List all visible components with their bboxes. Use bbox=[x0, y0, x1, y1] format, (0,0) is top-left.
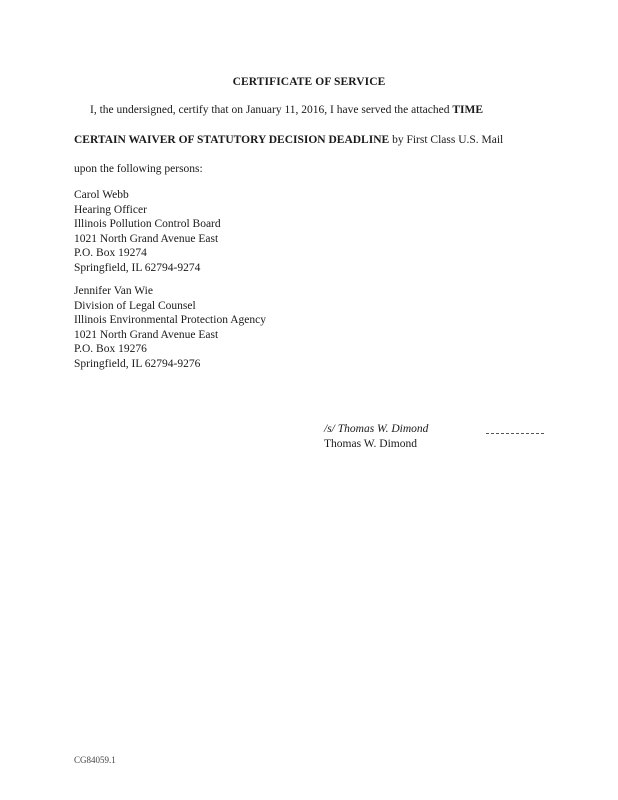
signature-line bbox=[486, 433, 544, 434]
recipient-organization: Illinois Pollution Control Board bbox=[74, 218, 221, 230]
recipient-title: Hearing Officer bbox=[74, 203, 147, 216]
recipient-title: Division of Legal Counsel bbox=[74, 299, 196, 312]
document-title: CERTIFICATE OF SERVICE bbox=[232, 76, 386, 88]
recipient-name: Carol Webb bbox=[74, 189, 129, 201]
recipient-name: Jennifer Van Wie bbox=[74, 285, 153, 297]
recipient-city: Springfield, IL 62794-9274 bbox=[74, 261, 201, 274]
signer-name: Thomas W. Dimond bbox=[324, 438, 417, 450]
recipient-street: 1021 North Grand Avenue East bbox=[74, 232, 219, 245]
document-code: CG84059.1 bbox=[74, 755, 116, 765]
recipient-organization: Illinois Environmental Protection Agency bbox=[74, 314, 266, 326]
certification-line-1 bbox=[90, 104, 483, 116]
document-name-part-1: TIME bbox=[452, 104, 484, 116]
recipient-po-box: P.O. Box 19276 bbox=[74, 343, 147, 355]
recipient-street: 1021 North Grand Avenue East bbox=[74, 328, 219, 341]
recipient-city: Springfield, IL 62794-9276 bbox=[74, 357, 201, 370]
upon-persons-text: upon the following persons: bbox=[74, 163, 203, 175]
service-method: by First Class U.S. Mail bbox=[389, 134, 504, 146]
certification-line-2 bbox=[74, 134, 503, 146]
recipient-address-block bbox=[74, 188, 221, 275]
recipient-po-box: P.O. Box 19274 bbox=[74, 247, 147, 259]
document-name-part-2: CERTAIN WAIVER OF STATUTORY DECISION DEADLINE bbox=[74, 134, 390, 146]
certification-text: I, the undersigned, certify that on January 11, 2016, I have served the attached bbox=[90, 104, 453, 116]
electronic-signature: /s/ Thomas W. Dimond bbox=[324, 423, 429, 435]
recipient-address-block bbox=[74, 284, 266, 371]
